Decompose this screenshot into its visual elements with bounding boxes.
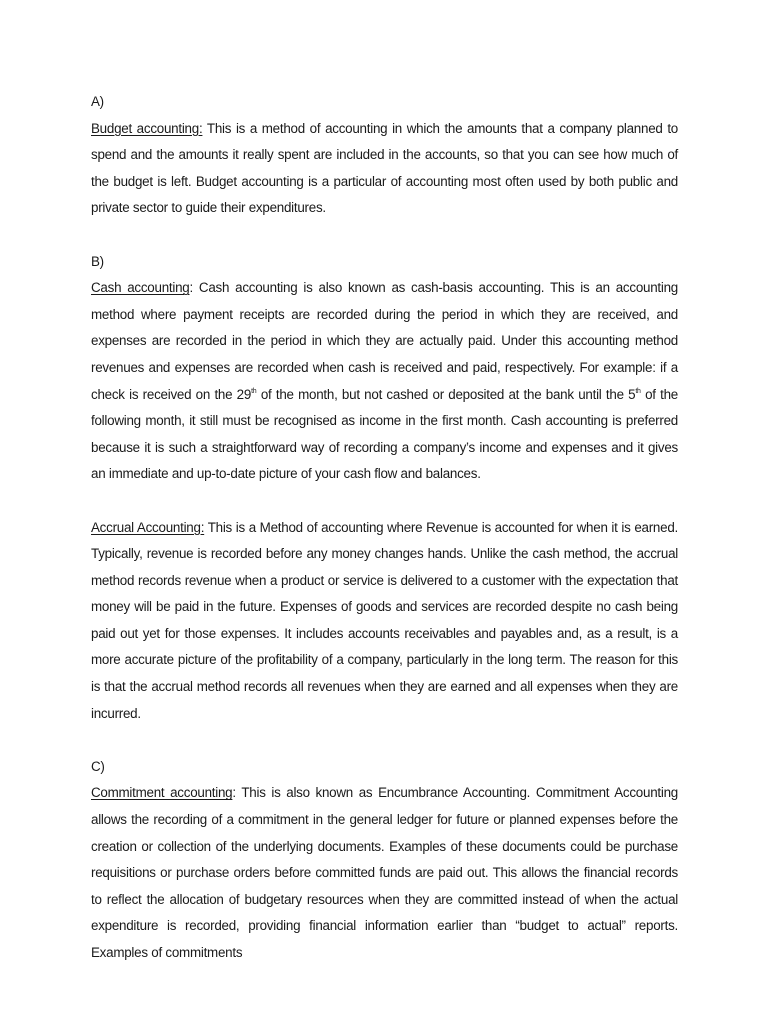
document-page xyxy=(91,89,678,967)
budget-accounting-paragraph xyxy=(91,116,678,222)
section-a-heading: A) xyxy=(91,94,104,109)
spacer xyxy=(91,222,678,249)
spacer xyxy=(91,488,678,515)
accrual-accounting-term: Accrual Accounting: xyxy=(91,519,205,535)
commitment-accounting-term: Commitment accounting xyxy=(91,785,233,801)
section-c-heading: C) xyxy=(91,758,105,774)
spacer xyxy=(91,727,678,754)
cash-accounting-text-2: of the month, but not cashed or deposited at the bank until the 5 xyxy=(256,386,636,402)
cash-accounting-text-1: : Cash accounting is also known as cash-basis accounting. This is an accounting method where payment receipts are recorded during the period in which they are received, and expenses are recorded in the period in which they are actually paid. Under this accounting method revenues and expenses are recorded when cash is received and paid, respectively. For example: if a check is received on the 29 xyxy=(91,280,678,402)
ordinal-suffix: th xyxy=(635,387,641,395)
cash-accounting-term: Cash accounting xyxy=(91,280,190,296)
ordinal-suffix: th xyxy=(251,387,257,395)
cash-accounting-paragraph xyxy=(91,275,678,488)
commitment-accounting-paragraph xyxy=(91,780,678,966)
accrual-accounting-text: This is a Method of accounting where Revenue is accounted for when it is earned. Typically, revenue is recorded before any money changes hands. Unlike the cash method, the accrual method records revenue when a product or service is delivered to a customer with the expectation that money will be paid in the future. Expenses of goods and services are recorded despite no cash being paid out yet for those expenses. It includes accounts receivables and payables and, as a result, is a more accurate picture of the profitability of a company, particularly in the long term. The reason for this is that the accrual method records all revenues when they are earned and all expenses when they are incurred. xyxy=(91,519,678,721)
cash-accounting-text-3: of the following month, it still must be recognised as income in the first month. Cash accounting is preferred because it is such a straightforward way of recording a company’s income and expenses and it gives an immediate and up-to-date picture of your cash flow and balances. xyxy=(91,386,679,482)
budget-accounting-term: Budget accounting: xyxy=(91,120,203,136)
section-b-heading: B) xyxy=(91,253,104,269)
budget-accounting-text: This is a method of accounting in which the amounts that a company planned to spend and the amounts it really spent are included in the accounts, so that you can see how much of the budget is left. Budget accounting is a particular of accounting most often used by both public and private sector to guide their expenditures. xyxy=(91,120,678,216)
commitment-accounting-text: : This is also known as Encumbrance Accounting. Commitment Accounting allows the recording of a commitment in the general ledger for future or planned expenses before the creation or collection of the underlying documents. Examples of these documents could be purchase requisitions or purchase orders before committed funds are paid out. This allows the financial records to reflect the allocation of budgetary resources when they are committed instead of when the actual expenditure is recorded, providing financial information earlier than “budget to actual” reports. Examples of commitments xyxy=(91,785,678,960)
accrual-accounting-paragraph xyxy=(91,515,678,728)
